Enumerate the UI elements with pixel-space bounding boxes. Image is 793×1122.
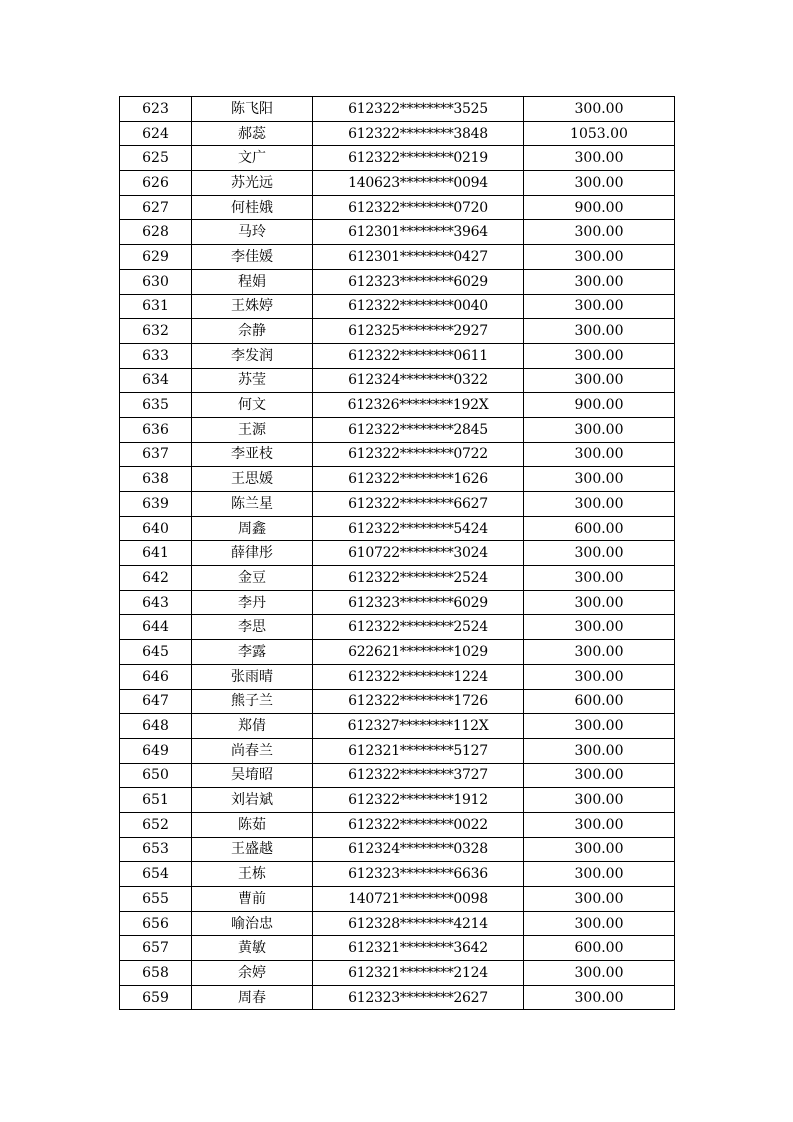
id-number: 612323********6029 [313, 590, 524, 615]
row-number: 632 [120, 319, 192, 344]
row-number: 623 [120, 97, 192, 122]
amount-value: 600.00 [524, 689, 675, 714]
row-number: 626 [120, 171, 192, 196]
row-number: 659 [120, 985, 192, 1010]
row-number: 636 [120, 417, 192, 442]
person-name: 尚春兰 [192, 738, 313, 763]
row-number: 649 [120, 738, 192, 763]
id-number: 612322********3727 [313, 763, 524, 788]
table-row [120, 319, 675, 344]
amount-value: 300.00 [524, 220, 675, 245]
table-row [120, 566, 675, 591]
table-row [120, 393, 675, 418]
amount-value: 300.00 [524, 911, 675, 936]
person-name: 李露 [192, 640, 313, 665]
id-number: 612322********0722 [313, 442, 524, 467]
person-name: 曹前 [192, 887, 313, 912]
table-row [120, 862, 675, 887]
amount-value: 300.00 [524, 541, 675, 566]
table-row [120, 121, 675, 146]
amount-value: 300.00 [524, 566, 675, 591]
row-number: 625 [120, 146, 192, 171]
row-number: 628 [120, 220, 192, 245]
row-number: 639 [120, 492, 192, 517]
row-number: 640 [120, 516, 192, 541]
id-number: 140623********0094 [313, 171, 524, 196]
amount-value: 300.00 [524, 788, 675, 813]
person-name: 苏莹 [192, 368, 313, 393]
person-name: 金豆 [192, 566, 313, 591]
id-number: 612324********0328 [313, 837, 524, 862]
amount-value: 300.00 [524, 763, 675, 788]
person-name: 何文 [192, 393, 313, 418]
id-number: 612326********192X [313, 393, 524, 418]
row-number: 630 [120, 269, 192, 294]
table-row [120, 689, 675, 714]
id-number: 612322********2845 [313, 417, 524, 442]
amount-value: 300.00 [524, 442, 675, 467]
row-number: 633 [120, 343, 192, 368]
amount-value: 300.00 [524, 467, 675, 492]
table-row [120, 368, 675, 393]
table-row [120, 195, 675, 220]
amount-value: 300.00 [524, 640, 675, 665]
amount-value: 300.00 [524, 714, 675, 739]
amount-value: 300.00 [524, 146, 675, 171]
id-number: 612325********2927 [313, 319, 524, 344]
table-row [120, 738, 675, 763]
id-number: 612322********0219 [313, 146, 524, 171]
amount-value: 300.00 [524, 862, 675, 887]
id-number: 612322********0611 [313, 343, 524, 368]
person-name: 熊子兰 [192, 689, 313, 714]
table-row [120, 887, 675, 912]
person-name: 刘岩斌 [192, 788, 313, 813]
person-name: 王栋 [192, 862, 313, 887]
id-number: 612301********3964 [313, 220, 524, 245]
table-row [120, 442, 675, 467]
amount-value: 300.00 [524, 417, 675, 442]
table-row [120, 788, 675, 813]
table-row [120, 714, 675, 739]
person-name: 王盛越 [192, 837, 313, 862]
person-name: 李丹 [192, 590, 313, 615]
table-row [120, 245, 675, 270]
amount-value: 300.00 [524, 615, 675, 640]
amount-value: 300.00 [524, 319, 675, 344]
table-row [120, 220, 675, 245]
row-number: 651 [120, 788, 192, 813]
person-name: 张雨晴 [192, 664, 313, 689]
row-number: 653 [120, 837, 192, 862]
table-row [120, 664, 675, 689]
row-number: 657 [120, 936, 192, 961]
id-number: 612322********5424 [313, 516, 524, 541]
id-number: 612322********0040 [313, 294, 524, 319]
amount-value: 600.00 [524, 936, 675, 961]
row-number: 627 [120, 195, 192, 220]
id-number: 612322********0022 [313, 812, 524, 837]
person-name: 周鑫 [192, 516, 313, 541]
person-name: 王思媛 [192, 467, 313, 492]
id-number: 612322********6627 [313, 492, 524, 517]
amount-value: 1053.00 [524, 121, 675, 146]
row-number: 652 [120, 812, 192, 837]
table-row [120, 269, 675, 294]
table-row [120, 985, 675, 1010]
amount-value: 300.00 [524, 887, 675, 912]
row-number: 642 [120, 566, 192, 591]
row-number: 655 [120, 887, 192, 912]
row-number: 624 [120, 121, 192, 146]
person-name: 王姝婷 [192, 294, 313, 319]
amount-value: 300.00 [524, 343, 675, 368]
row-number: 656 [120, 911, 192, 936]
person-name: 程娟 [192, 269, 313, 294]
row-number: 654 [120, 862, 192, 887]
row-number: 644 [120, 615, 192, 640]
id-number: 612323********2627 [313, 985, 524, 1010]
id-number: 612322********0720 [313, 195, 524, 220]
person-name: 李佳媛 [192, 245, 313, 270]
id-number: 612323********6029 [313, 269, 524, 294]
table-row [120, 467, 675, 492]
person-name: 郝蕊 [192, 121, 313, 146]
person-name: 陈飞阳 [192, 97, 313, 122]
row-number: 643 [120, 590, 192, 615]
row-number: 648 [120, 714, 192, 739]
amount-value: 300.00 [524, 961, 675, 986]
row-number: 646 [120, 664, 192, 689]
person-name: 李思 [192, 615, 313, 640]
amount-value: 300.00 [524, 812, 675, 837]
roster-table-body [120, 97, 675, 1010]
id-number: 612323********6636 [313, 862, 524, 887]
row-number: 629 [120, 245, 192, 270]
person-name: 陈茹 [192, 812, 313, 837]
roster-table [119, 96, 675, 1010]
person-name: 王源 [192, 417, 313, 442]
id-number: 612301********0427 [313, 245, 524, 270]
amount-value: 300.00 [524, 269, 675, 294]
table-row [120, 492, 675, 517]
amount-value: 900.00 [524, 393, 675, 418]
table-row [120, 171, 675, 196]
amount-value: 300.00 [524, 294, 675, 319]
person-name: 何桂娥 [192, 195, 313, 220]
row-number: 638 [120, 467, 192, 492]
table-row [120, 590, 675, 615]
row-number: 631 [120, 294, 192, 319]
id-number: 612327********112X [313, 714, 524, 739]
row-number: 637 [120, 442, 192, 467]
table-row [120, 936, 675, 961]
table-row [120, 640, 675, 665]
id-number: 610722********3024 [313, 541, 524, 566]
amount-value: 300.00 [524, 837, 675, 862]
row-number: 650 [120, 763, 192, 788]
table-row [120, 837, 675, 862]
table-row [120, 961, 675, 986]
table-row [120, 812, 675, 837]
person-name: 佘静 [192, 319, 313, 344]
id-number: 140721********0098 [313, 887, 524, 912]
row-number: 658 [120, 961, 192, 986]
id-number: 612324********0322 [313, 368, 524, 393]
amount-value: 300.00 [524, 985, 675, 1010]
person-name: 文广 [192, 146, 313, 171]
id-number: 612322********1912 [313, 788, 524, 813]
amount-value: 300.00 [524, 171, 675, 196]
person-name: 喻治忠 [192, 911, 313, 936]
person-name: 薛律彤 [192, 541, 313, 566]
id-number: 612322********2524 [313, 615, 524, 640]
table-row [120, 516, 675, 541]
id-number: 612321********3642 [313, 936, 524, 961]
id-number: 612322********1726 [313, 689, 524, 714]
amount-value: 300.00 [524, 368, 675, 393]
amount-value: 300.00 [524, 664, 675, 689]
id-number: 612322********1224 [313, 664, 524, 689]
table-row [120, 763, 675, 788]
amount-value: 300.00 [524, 590, 675, 615]
person-name: 周春 [192, 985, 313, 1010]
id-number: 612322********1626 [313, 467, 524, 492]
amount-value: 600.00 [524, 516, 675, 541]
id-number: 612322********3525 [313, 97, 524, 122]
id-number: 622621********1029 [313, 640, 524, 665]
table-row [120, 911, 675, 936]
table-row [120, 294, 675, 319]
row-number: 635 [120, 393, 192, 418]
id-number: 612321********2124 [313, 961, 524, 986]
person-name: 苏光远 [192, 171, 313, 196]
table-row [120, 343, 675, 368]
person-name: 马玲 [192, 220, 313, 245]
row-number: 647 [120, 689, 192, 714]
table-row [120, 615, 675, 640]
person-name: 余婷 [192, 961, 313, 986]
amount-value: 900.00 [524, 195, 675, 220]
table-row [120, 417, 675, 442]
table-row [120, 97, 675, 122]
table-row [120, 146, 675, 171]
amount-value: 300.00 [524, 245, 675, 270]
amount-value: 300.00 [524, 492, 675, 517]
person-name: 李发润 [192, 343, 313, 368]
id-number: 612322********2524 [313, 566, 524, 591]
row-number: 641 [120, 541, 192, 566]
amount-value: 300.00 [524, 738, 675, 763]
id-number: 612328********4214 [313, 911, 524, 936]
person-name: 陈兰星 [192, 492, 313, 517]
row-number: 634 [120, 368, 192, 393]
row-number: 645 [120, 640, 192, 665]
person-name: 吴堉昭 [192, 763, 313, 788]
id-number: 612322********3848 [313, 121, 524, 146]
amount-value: 300.00 [524, 97, 675, 122]
table-row [120, 541, 675, 566]
person-name: 郑倩 [192, 714, 313, 739]
person-name: 黄敏 [192, 936, 313, 961]
person-name: 李亚枝 [192, 442, 313, 467]
id-number: 612321********5127 [313, 738, 524, 763]
